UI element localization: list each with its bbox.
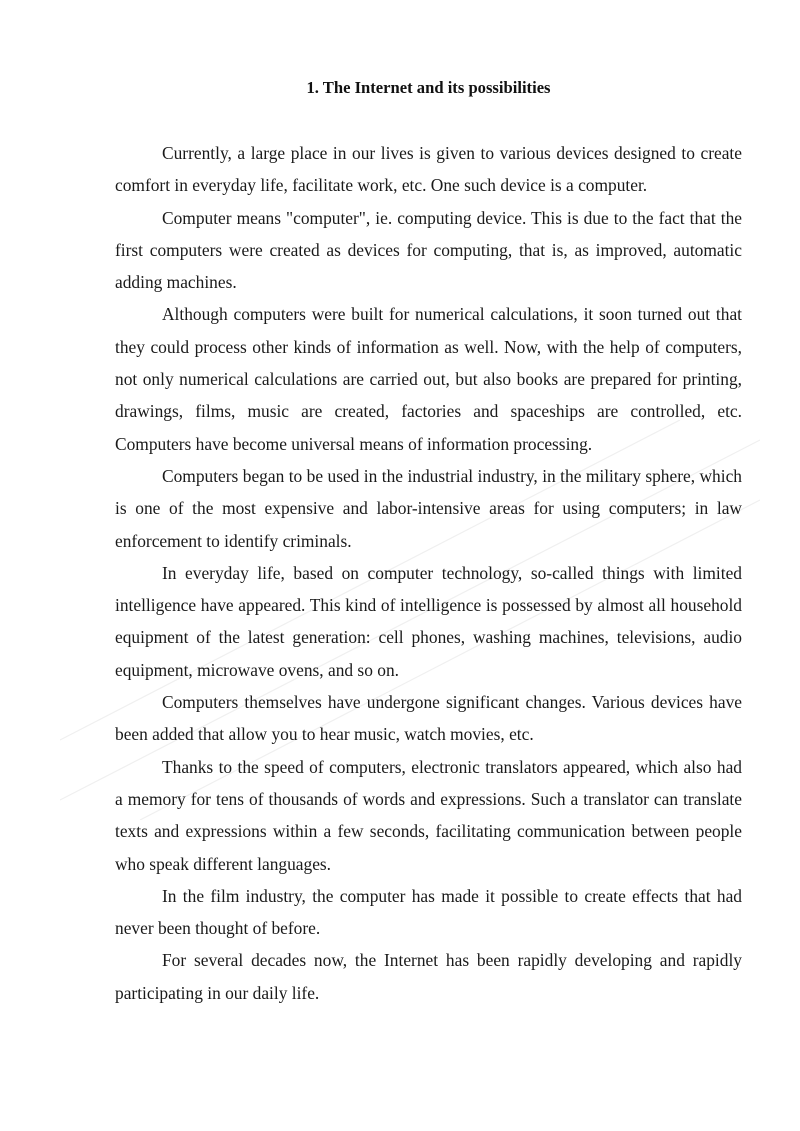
paragraph: In everyday life, based on computer technology, so-called things with limited intelligence have appeared. This kind of intelligence is possessed by almost all household equipment of the latest generation: cell phones, washing machines, televisions, audio equipment, microwave ovens, and so on. [115,562,742,680]
document-title: 1. The Internet and its possibilities [306,78,551,97]
document-body [115,137,742,1009]
paragraph: Although computers were built for numerical calculations, it soon turned out that they could process other kinds of information as well. Now, with the help of computers, not only numerical calculations are carried out, but also books are prepared for printing, drawings, films, music are created, factories and spaceships are controlled, etc. Computers have become universal means of information processing. [115,304,742,454]
paragraph: Thanks to the speed of computers, electronic translators appeared, which also had a memory for tens of thousands of words and expressions. Such a translator can translate texts and expressions within a few seconds, facilitating communication between people who speak different languages. [115,756,742,874]
paragraph: Computer means "computer", ie. computing device. This is due to the fact that the first computers were created as devices for computing, that is, as improved, automatic adding machines. [115,207,742,293]
paragraph: Computers began to be used in the industrial industry, in the military sphere, which is one of the most expensive and labor-intensive areas for using computers; in law enforcement to identify criminals. [115,465,742,551]
paragraph: For several decades now, the Internet has been rapidly developing and rapidly participating in our daily life. [115,950,742,1003]
paragraph: Currently, a large place in our lives is given to various devices designed to create comfort in everyday life, facilitate work, etc. One such device is a computer. [115,143,742,196]
paragraph: In the film industry, the computer has made it possible to create effects that had never been thought of before. [115,885,742,939]
paragraph: Computers themselves have undergone significant changes. Various devices have been added that allow you to hear music, watch movies, etc. [115,692,742,745]
